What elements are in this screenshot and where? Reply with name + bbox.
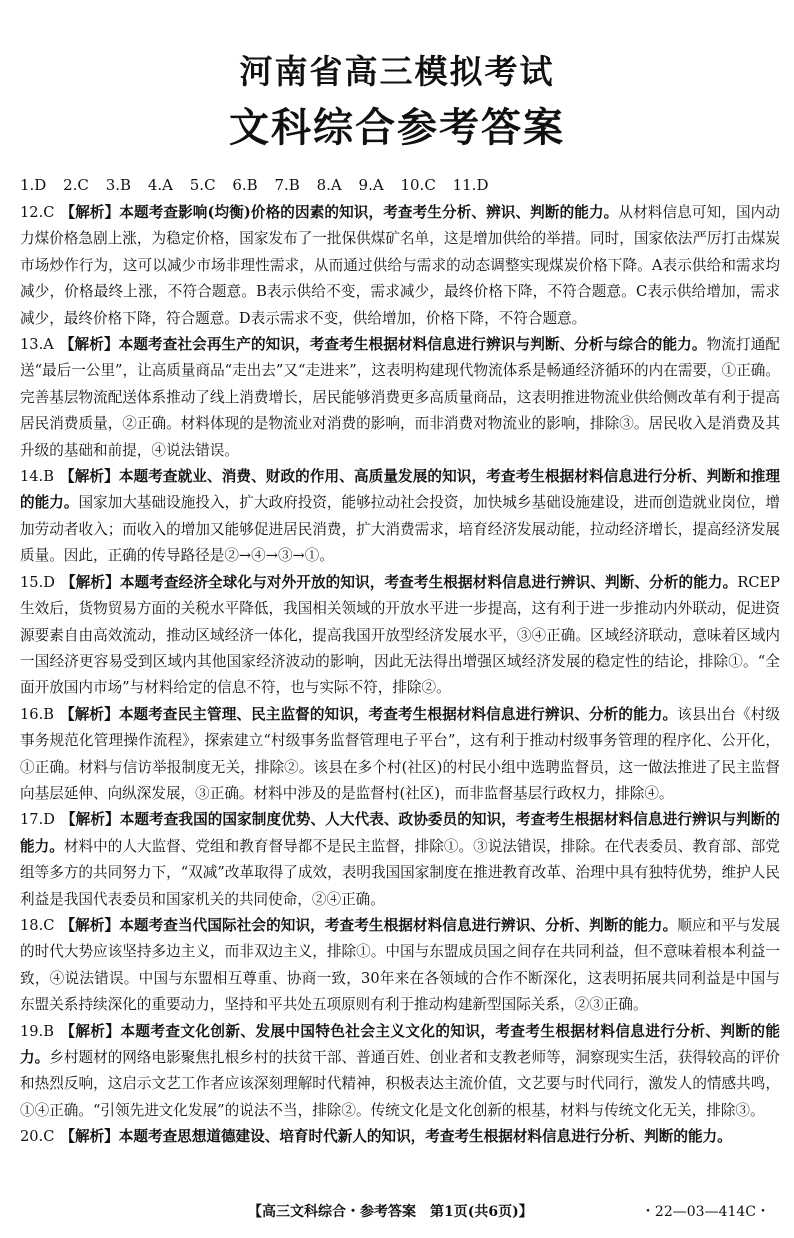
- question-number: 20.C: [20, 1128, 55, 1146]
- analysis-tag: 【解析】: [60, 916, 120, 934]
- question-number: 18.C: [20, 916, 55, 934]
- answer-item: 10.C: [400, 176, 436, 194]
- answer-item: 4.A: [147, 176, 173, 194]
- question-20: [20, 1124, 780, 1150]
- question-lead: 本题考查民主管理、民主监督的知识，考查考生根据材料信息进行辨识、分析的能力。: [118, 705, 678, 723]
- multiple-choice-answers: [20, 174, 780, 196]
- question-lead: 本题考查影响(均衡)价格的因素的知识，考查考生分析、辨识、判断的能力。: [119, 204, 619, 221]
- analysis-tag: 【解析】: [59, 705, 119, 723]
- question-12: [20, 200, 780, 332]
- question-13: [20, 332, 780, 464]
- answer-item: 8.A: [316, 176, 342, 194]
- analysis-tag: 【解析】: [59, 1022, 121, 1040]
- question-lead: 本题考查文化创新、发展中国特色社会主义文化的知识，考查考生根据材料信息进行分析、判断的能力。: [20, 1022, 780, 1066]
- answer-item: 7.B: [274, 176, 300, 194]
- question-text: 国家加大基础设施投入，扩大政府投资，能够拉动社会投资，加快城乡基础设施建设，进而创造就业岗位，增加劳动者收入；而收入的增加又能够促进居民消费，扩大消费需求，培育经济发展动能，拉动经济增长，提高经济发展质量。因此，正确的传导路径是②→④→③→①。: [20, 494, 780, 565]
- question-number: 13.A: [20, 336, 54, 354]
- answer-item: 1.D: [20, 176, 47, 194]
- explanations: [20, 200, 780, 1151]
- answer-item: 2.C: [63, 176, 89, 194]
- question-18: [20, 913, 780, 1019]
- page-title: 河南省高三模拟考试: [239, 52, 555, 91]
- answer-item: 11.D: [452, 176, 489, 194]
- question-lead: 本题考查当代国际社会的知识，考查考生根据材料信息进行辨识、分析、判断的能力。: [119, 916, 678, 934]
- analysis-tag: 【解析】: [60, 1128, 119, 1146]
- analysis-tag: 【解析】: [60, 811, 120, 829]
- analysis-tag: 【解析】: [60, 204, 120, 221]
- answer-item: 5.C: [189, 176, 216, 194]
- question-lead: 本题考查经济全球化与对外开放的知识，考查考生根据材料信息进行辨识、判断、分析的能力。: [119, 573, 738, 591]
- question-19: [20, 1019, 780, 1125]
- question-number: 12.C: [20, 204, 55, 221]
- question-text: 乡村题材的网络电影聚焦扎根乡村的扶贫干部、普通百姓、创业者和支教老师等，洞察现实生活，获得较高的评价和热烈反响，这启示文艺工作者应该深刻理解时代精神，积极表达主流价值，文艺要与时代同行，激发人的情感共鸣，①④正确。“引领先进文化发展”的说法不当，排除②。传统文化是文化创新的根基，材料与传统文化无关，排除③。: [20, 1049, 780, 1119]
- question-text: 从材料信息可知，国内动力煤价格急剧上涨，为稳定价格，国家发布了一批保供煤矿名单，这是增加供给的举措。同时，国家依法严厉打击煤炭市场炒作行为，这可以减少市场非理性需求，从而通过供给与需求的动态调整实现煤炭价格下降。A表示供给和需求均减少，价格最终上涨，不符合题意。B表示供给不变，需求减少，最终价格下降，不符合题意。C表示供给增加，需求减少，最终价格下降，符合题意。D表示需求不变，供给增加，价格下降，不符合题意。: [20, 204, 780, 327]
- footer-page-info: 【高三文科综合・参考答案 第1页(共6页)】: [248, 1204, 533, 1220]
- question-text: 顺应和平与发展的时代大势应该坚持多边主义，而非双边主义，排除①。中国与东盟成员国之间存在共同利益，但不意味着根本利益一致，④说法错误。中国与东盟相互尊重、协商一致，30年来在各领域的合作不断深化，这表明拓展共同利益是中国与东盟关系持续深化的重要动力，坚持和平共处五项原则有利于推动构建新型国际关系，②③正确。: [20, 916, 780, 1014]
- question-number: 17.D: [20, 811, 55, 829]
- question-text: 物流打通配送“最后一公里”，让高质量商品“走出去”又“走进来”，这表明构建现代物流体系是畅通经济循环的内在需要，①正确。完善基层物流配送体系推动了线上消费增长，居民能够消费更多高质量商品，这表明推进物流业供给侧改革有利于提高居民消费质量，②正确。材料体现的是物流业对消费的影响，而非消费对物流业的影响，排除③。居民收入是消费及其升级的基础和前提，④说法错误。: [20, 336, 780, 459]
- question-text: 材料中的人大监督、党组和教育督导都不是民主监督，排除①。③说法错误，排除。在代表委员、教育部、部党组等多方的共同努力下，“双减”改革取得了成效，表明我国国家制度在推进教育改革、治理中具有独特优势，维护人民利益是我国代表委员和国家机关的共同使命，②④正确。: [20, 837, 780, 908]
- question-16: [20, 702, 780, 808]
- question-14: [20, 464, 780, 570]
- analysis-tag: 【解析】: [59, 468, 119, 486]
- answer-item: 3.B: [105, 176, 132, 194]
- question-15: [20, 570, 780, 702]
- question-number: 14.B: [20, 468, 54, 486]
- analysis-tag: 【解析】: [60, 573, 120, 591]
- question-17: [20, 807, 780, 913]
- question-lead: 本题考查就业、消费、财政的作用、高质量发展的知识，考查考生根据材料信息进行分析、判断和推理的能力。: [20, 468, 780, 512]
- answer-item: 6.B: [232, 176, 258, 194]
- question-number: 16.B: [20, 705, 54, 723]
- answer-item: 9.A: [358, 176, 384, 194]
- question-text: RCEP生效后，货物贸易方面的关税水平降低，我国相关领域的开放水平进一步提高，这有利于进一步推动内外联动，促进资源要素自由高效流动，推动区域经济一体化，提高我国开放型经济发展水平，③④正确。区域经济联动，意味着区域内一国经济更容易受到区域内其他国家经济波动的影响，因此无法得出增强区域经济发展的稳定性的结论，排除①。“全面开放国内市场”与材料给定的信息不符，也与实际不符，排除②。: [20, 573, 780, 697]
- question-lead: 本题考查我国的国家制度优势、人大代表、政协委员的知识，考查考生根据材料信息进行辨识与判断的能力。: [20, 811, 780, 855]
- page-footer: [0, 1200, 794, 1224]
- question-number: 15.D: [20, 573, 55, 591]
- footer-doc-code: ・22—03—414C・: [640, 1204, 770, 1220]
- question-number: 19.B: [20, 1022, 54, 1040]
- question-lead: 本题考查社会再生产的知识，考查考生根据材料信息进行辨识与判断、分析与综合的能力。: [118, 336, 707, 354]
- analysis-tag: 【解析】: [59, 336, 119, 354]
- question-lead: 本题考查思想道德建设、培育时代新人的知识，考查考生根据材料信息进行分析、判断的能力。: [118, 1128, 732, 1146]
- question-text: 该县出台《村级事务规范化管理操作流程》，探索建立“村级事务监督管理电子平台”，这有利于推动村级事务管理的程序化、公开化，①正确。材料与信访举报制度无关，排除②。该县在多个村(社区)的村民小组中选聘监督员，这一做法推进了民主监督向基层延伸、向纵深发展，③正确。材料中涉及的是监督村(社区)，而非监督基层行政权力，排除④。: [20, 705, 780, 802]
- page-subtitle: 文科综合参考答案: [229, 105, 565, 151]
